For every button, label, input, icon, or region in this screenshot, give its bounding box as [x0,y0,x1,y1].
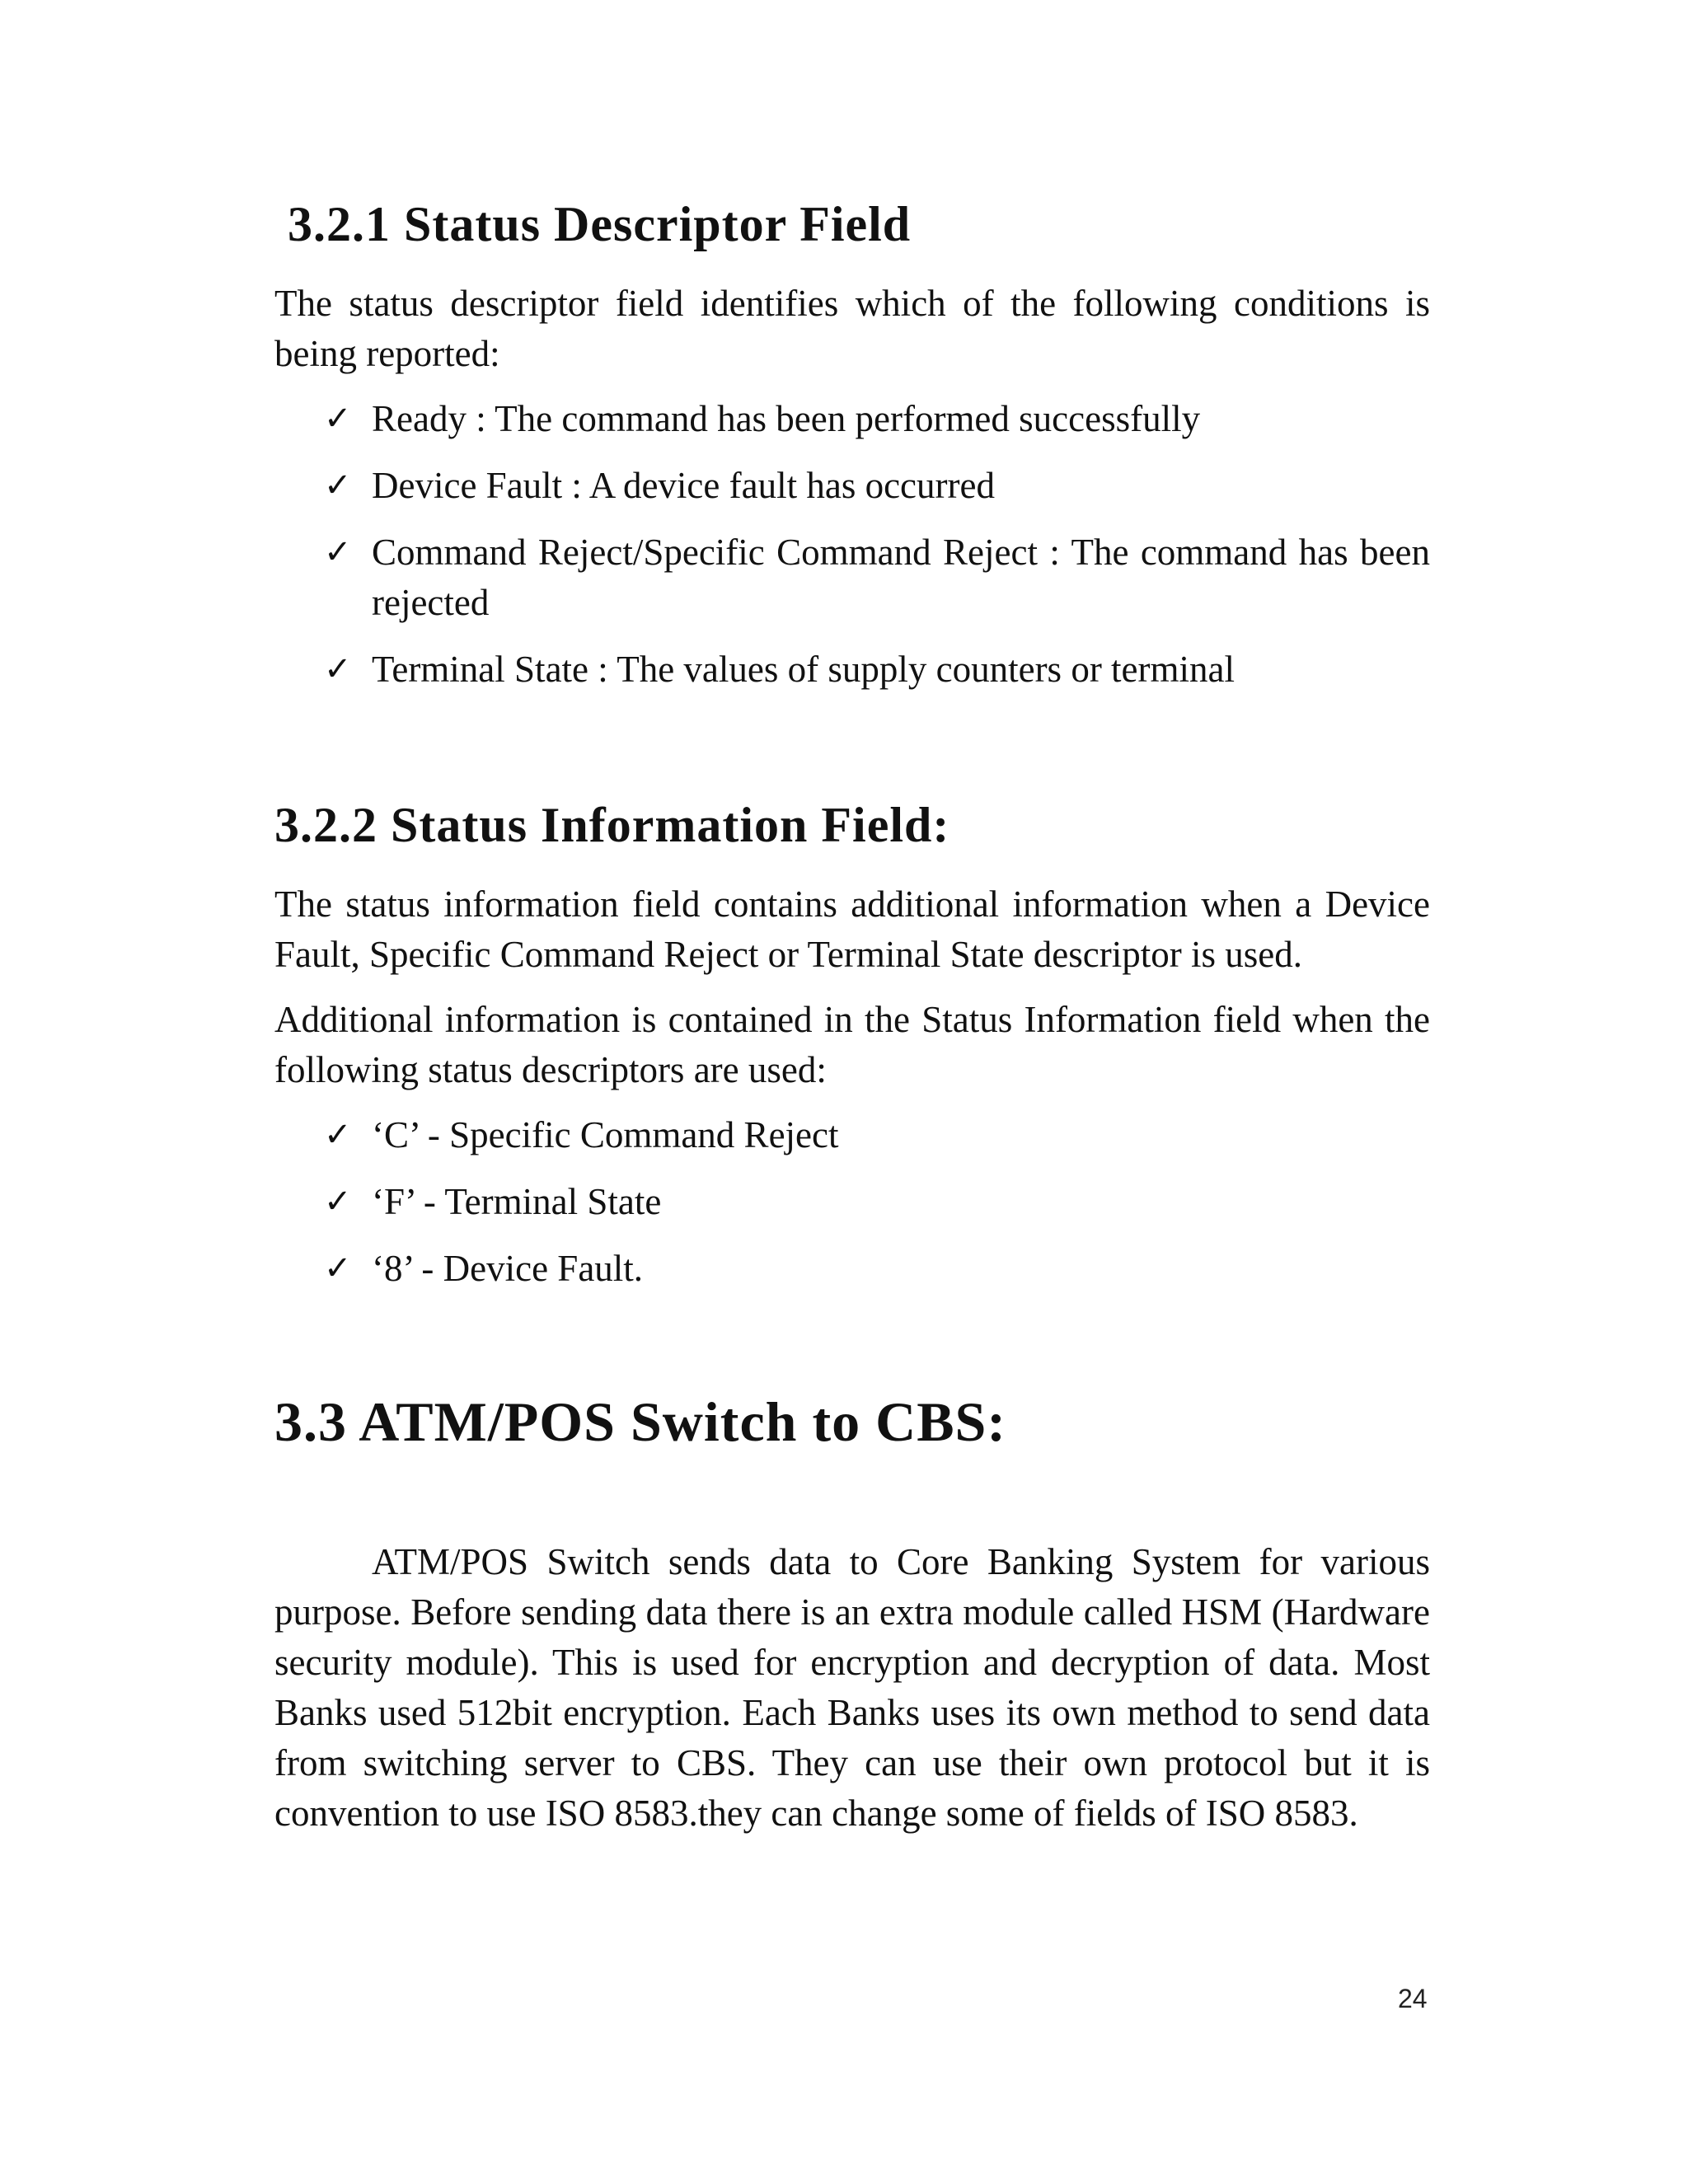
list-item-text: Command Reject/Specific Command Reject : The command has been rejected [372,532,1430,623]
page-content [274,194,1430,1839]
checkmark-icon: ✓ [324,533,352,571]
list-item [274,1110,1430,1160]
checkmark-icon: ✓ [324,1183,352,1221]
checkmark-icon: ✓ [324,1116,352,1154]
heading-atm-pos-switch-to-cbs: 3.3 ATM/POS Switch to CBS: [274,1390,1007,1453]
checkmark-icon: ✓ [324,466,352,504]
list-item [274,527,1430,628]
list-item [274,461,1430,511]
status-information-paragraph-2: Additional information is contained in the Status Information field when the following status descriptors are used: [274,999,1430,1090]
list-item-text: Device Fault : A device fault has occurred [372,465,995,506]
list-item [274,1244,1430,1294]
heading-status-information-field: 3.2.2 Status Information Field: [274,798,950,852]
atm-pos-switch-body: ATM/POS Switch sends data to Core Banking System for various purpose. Before sending data there is an extra module called HSM (Hardware security module). This is used for encryption and decryption of data. Most Banks used 512bit encryption. Each Banks uses its own method to send data from switching server to CBS. They can use their own protocol but it is convention to use ISO 8583.they can change some of fields of ISO 8583. [274,1541,1430,1834]
checkmark-icon: ✓ [324,650,352,688]
status-information-paragraph-1: The status information field contains additional information when a Device Fault, Specific Command Reject or Terminal State descriptor is used. [274,883,1430,975]
list-item-text: Terminal State : The values of supply counters or terminal [372,649,1235,690]
status-descriptor-list [274,394,1430,695]
checkmark-icon: ✓ [324,1249,352,1287]
page-number: 24 [1398,1984,1428,2013]
list-item [274,1177,1430,1227]
list-item-text: ‘C’ - Specific Command Reject [372,1114,839,1155]
heading-status-descriptor-field: 3.2.1 Status Descriptor Field [288,197,912,251]
list-item-text: ‘8’ - Device Fault. [372,1248,644,1289]
list-item-text: Ready : The command has been performed successfully [372,398,1201,439]
list-item [274,394,1430,444]
list-item-text: ‘F’ - Terminal State [372,1181,662,1222]
list-item [274,644,1430,695]
status-information-list [274,1110,1430,1294]
checkmark-icon: ✓ [324,400,352,438]
status-descriptor-intro: The status descriptor field identifies which of the following conditions is being reported: [274,283,1430,374]
